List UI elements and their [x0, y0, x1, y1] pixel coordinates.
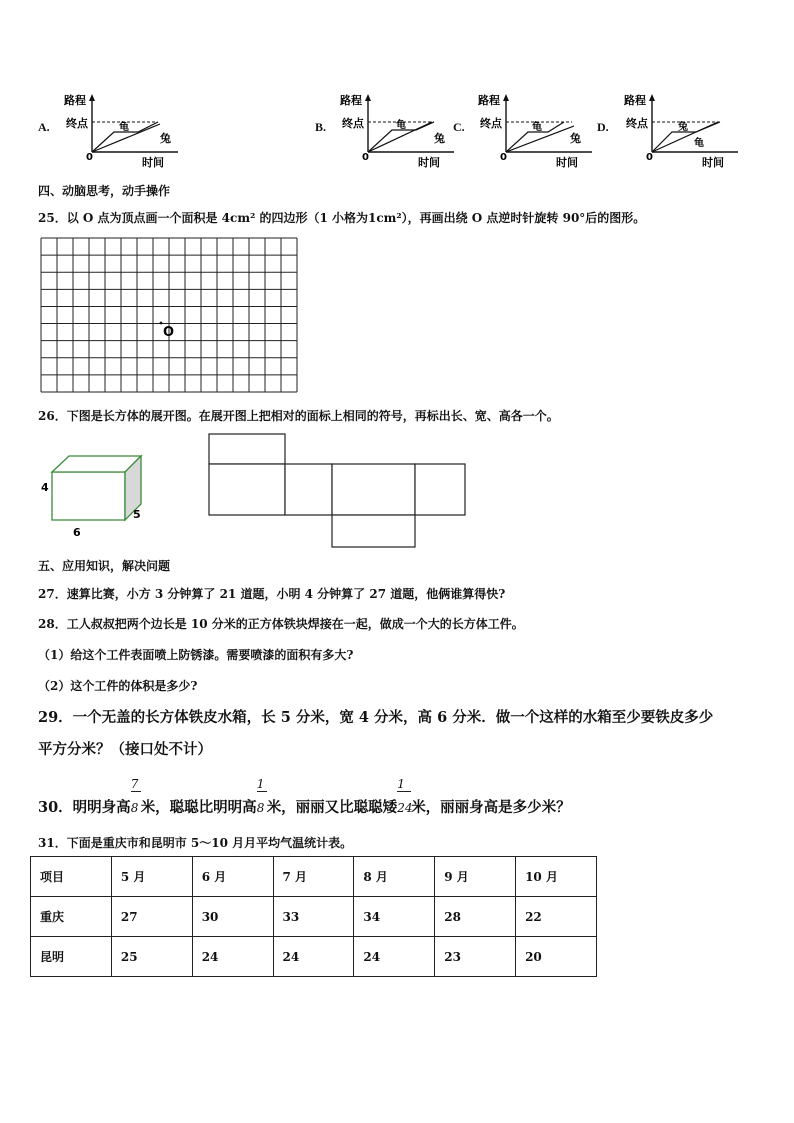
finish-label: 终点 — [342, 117, 364, 130]
row-label: 昆明 — [31, 937, 112, 977]
row-label: 重庆 — [31, 897, 112, 937]
table-cell: 28 — [435, 897, 516, 937]
origin-label: 0 — [646, 152, 653, 163]
q28-sub2: （2）这个工件的体积是多少? — [38, 679, 198, 693]
table-cell: 22 — [516, 897, 597, 937]
header-cell: 5 月 — [111, 857, 192, 897]
cuboid-width-label: 5 — [133, 508, 141, 521]
net-face — [332, 515, 415, 547]
x-axis-label: 时间 — [702, 156, 724, 168]
lower-animal-label: 兔 — [434, 132, 445, 145]
cuboid-length-label: 6 — [73, 526, 81, 539]
table-cell: 34 — [354, 897, 435, 937]
finish-label: 终点 — [66, 117, 88, 130]
table-cell: 24 — [192, 937, 273, 977]
grid-lines — [41, 238, 297, 392]
section-4-heading: 四、动脑思考，动手操作 — [38, 184, 171, 198]
table-cell: 33 — [273, 897, 354, 937]
lower-animal-label: 兔 — [570, 132, 581, 145]
cuboid-height-label: 4 — [41, 481, 49, 494]
net-face — [285, 464, 332, 515]
y-axis-label: 路程 — [340, 94, 362, 107]
point-o — [160, 322, 163, 325]
upper-animal-label: 龟 — [396, 120, 406, 131]
header-cell: 9 月 — [435, 857, 516, 897]
fraction-1-8: $\frac{1}{8}$ — [257, 799, 267, 816]
q26-cuboid — [38, 452, 148, 544]
option-d-label[interactable]: D. — [597, 120, 609, 134]
y-axis-label: 路程 — [478, 94, 500, 107]
option-d-graph[interactable] — [622, 88, 740, 168]
q26-net[interactable] — [205, 430, 471, 552]
option-c-graph[interactable] — [476, 88, 594, 168]
table-cell: 20 — [516, 937, 597, 977]
q31-text: 31．下面是重庆市和昆明市 5～10 月月平均气温统计表。 — [38, 836, 353, 850]
header-cell: 10 月 — [516, 857, 597, 897]
upper-animal-label: 兔 — [678, 122, 688, 133]
net-face — [209, 434, 285, 464]
option-a-graph[interactable] — [62, 88, 180, 168]
finish-label: 终点 — [626, 117, 648, 130]
q28-sub1: （1）给这个工件表面喷上防锈漆。需要喷漆的面积有多大? — [38, 648, 354, 662]
y-axis-label: 路程 — [624, 94, 646, 107]
upper-animal-label: 龟 — [532, 122, 542, 133]
option-a-label[interactable]: A. — [38, 120, 50, 134]
fraction-1-24: $\frac{1}{24}$ — [397, 777, 413, 815]
q27-text: 27．速算比赛，小方 3 分钟算了 21 道题，小明 4 分钟算了 27 道题，他俩谁算得快? — [38, 587, 506, 601]
lower-animal-label: 兔 — [160, 132, 171, 145]
table-header-row — [31, 857, 597, 897]
table-cell: 24 — [273, 937, 354, 977]
net-face — [209, 464, 285, 515]
table-cell: 27 — [111, 897, 192, 937]
q28-text: 28．工人叔叔把两个边长是 10 分米的正方体铁块焊接在一起，做成一个大的长方体工件。 — [38, 617, 524, 631]
table-cell: 25 — [111, 937, 192, 977]
net-face — [332, 464, 415, 515]
point-o-label: O — [163, 325, 175, 340]
table-row — [31, 937, 597, 977]
fraction-7-8: $\frac{7}{8}$ — [131, 799, 141, 816]
table-cell: 30 — [192, 897, 273, 937]
lower-animal-label: 龟 — [694, 138, 704, 149]
origin-label: 0 — [500, 152, 507, 163]
header-cell: 6 月 — [192, 857, 273, 897]
temperature-table — [30, 856, 597, 977]
option-b-graph[interactable] — [338, 88, 456, 168]
header-cell: 项目 — [31, 857, 112, 897]
q30-text: 30．明明身高 $\frac{7}{8}$米，聪聪比明明高 $\frac{1}{8}$米，丽丽又比聪聪矮 $\frac{1}{24}$米，丽丽身高是多少米？ — [38, 777, 571, 816]
q25-text: 25．以 O 点为顶点画一个面积是 4cm² 的四边形（1 小格为1cm²），再画出绕 O 点逆时针旋转 90°后的图形。 — [38, 211, 646, 225]
option-b-label[interactable]: B. — [315, 120, 327, 134]
x-axis-label: 时间 — [556, 156, 578, 168]
x-axis-label: 时间 — [142, 156, 164, 168]
upper-animal-label: 龟 — [119, 122, 129, 133]
q29-line1: 29．一个无盖的长方体铁皮水箱，长 5 分米，宽 4 分米，高 6 分米．做一个这样的水箱至少要铁皮多少 — [38, 709, 714, 726]
origin-label: 0 — [86, 152, 93, 163]
option-c-label[interactable]: C. — [453, 120, 465, 134]
y-axis-label: 路程 — [64, 94, 86, 107]
table-cell: 23 — [435, 937, 516, 977]
q25-grid[interactable] — [40, 237, 300, 393]
q26-text: 26．下图是长方体的展开图。在展开图上把相对的面标上相同的符号，再标出长、宽、高各一个。 — [38, 409, 559, 423]
finish-label: 终点 — [480, 117, 502, 130]
q29-line2: 平方分米？（接口处不计） — [38, 741, 212, 758]
net-face — [415, 464, 465, 515]
header-cell: 8 月 — [354, 857, 435, 897]
x-axis-label: 时间 — [418, 156, 440, 168]
section-5-heading: 五、应用知识，解决问题 — [38, 559, 171, 573]
header-cell: 7 月 — [273, 857, 354, 897]
table-cell: 24 — [354, 937, 435, 977]
origin-label: 0 — [362, 152, 369, 163]
table-row — [31, 897, 597, 937]
